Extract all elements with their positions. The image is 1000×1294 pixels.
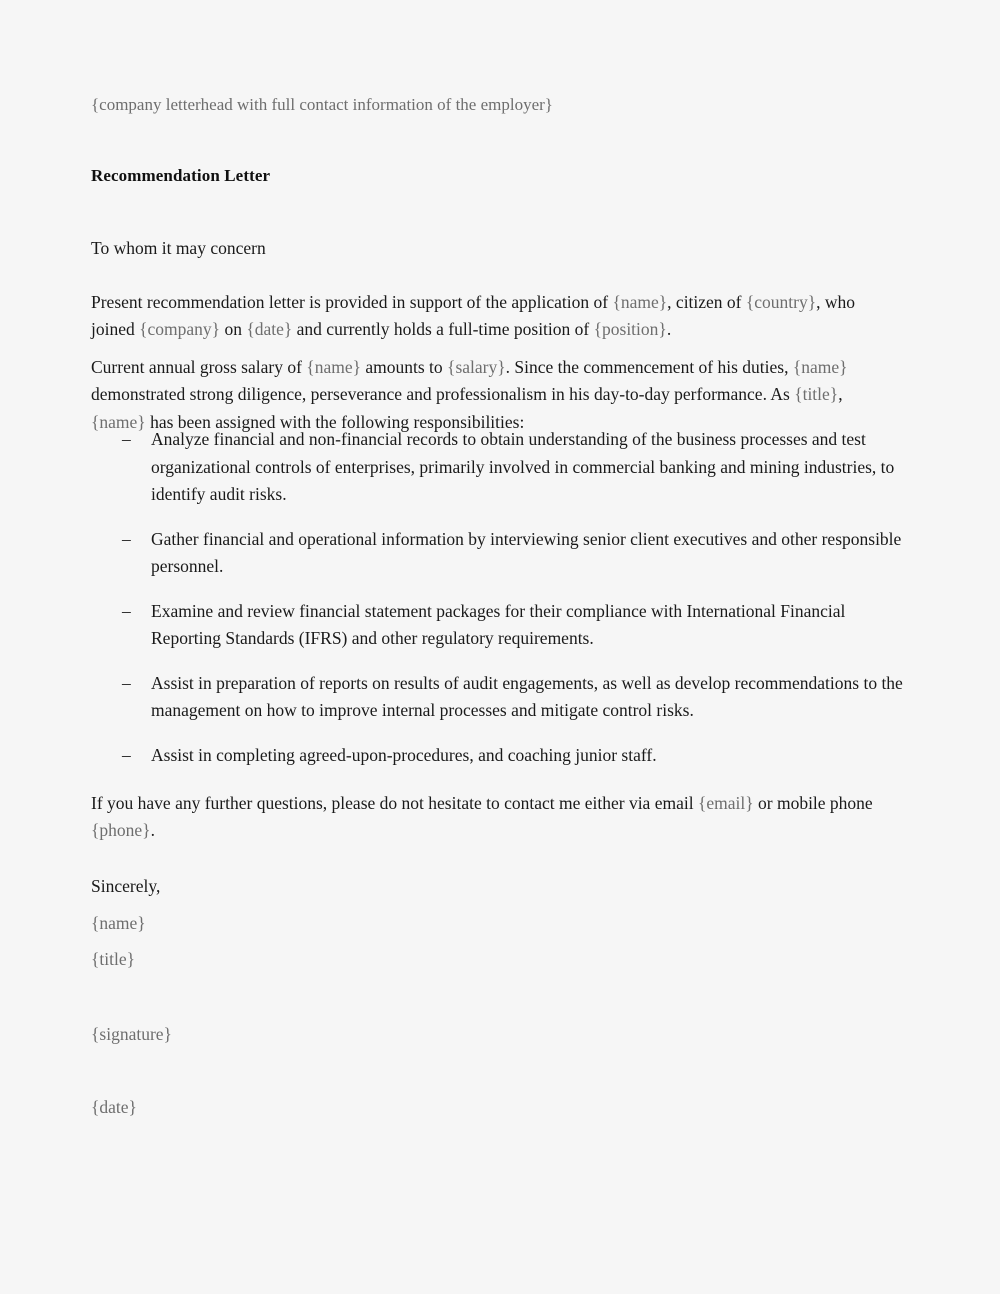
list-dash-marker: – [122,672,131,693]
list-item [91,742,906,770]
signature-date-placeholder: {date} [91,1097,137,1117]
text-run: or mobile phone [753,792,873,813]
signature-placeholder: {signature} [91,1024,172,1044]
closing-salutation: Sincerely, [91,876,161,896]
text-run: Current annual gross salary of [91,356,307,377]
text-run: . Since the commencement of his duties, [505,356,793,377]
text-run: Present recommendation letter is provided in support of the application of [91,291,613,312]
text-run: has been assigned with the following responsibilities: [145,411,525,432]
text-run: If you have any further questions, please do not hesitate to contact me either via email [91,792,698,813]
placeholder-token: {phone} [91,820,151,840]
placeholder-token: {name} [91,411,146,432]
list-dash-marker: – [122,429,131,449]
list-item-text: Examine and review financial statement packages for their compliance with International Financial Reporting Standards (IFRS) and other regulatory requirements. [151,600,846,648]
text-run: , citizen of [667,291,746,312]
placeholder-token: {title} [794,384,839,404]
signature-block [91,873,591,1117]
placeholder-token: {salary} [447,356,506,377]
list-dash-marker: – [122,528,131,549]
salutation: To whom it may concern [91,238,266,258]
signer-name-placeholder: {name} [91,913,146,933]
text-run: . [666,319,672,339]
list-item [91,426,906,509]
placeholder-token: {position} [593,319,667,339]
list-item-text: Gather financial and operational information by interviewing senior client executives and other responsible personnel. [151,528,902,576]
placeholder-token: {date} [246,319,293,339]
list-dash-marker: – [122,600,131,621]
text-run: on [220,319,247,339]
list-item-text: Assist in preparation of reports on results of audit engagements, as well as develop recommendations to the management on how to improve internal processes and mitigate control risks. [151,672,903,720]
text-run: demonstrated strong diligence, perseverance and professionalism in his day-to-day performance. As [91,384,795,404]
page-title: Recommendation Letter [91,166,271,185]
company-letterhead-placeholder: {company letterhead with full contact information of the employer} [91,95,553,114]
paragraph-introduction [91,289,891,344]
responsibilities-list [91,426,906,769]
list-dash-marker: – [122,744,131,765]
placeholder-token: {name} [792,356,848,377]
paragraph-salary-and-conduct [91,354,891,437]
list-item-text: Assist in completing agreed-upon-procedures, and coaching junior staff. [151,744,657,765]
text-run: and currently holds a full-time position of [292,319,594,339]
placeholder-token: {email} [697,792,754,813]
list-item [91,670,906,725]
placeholder-token: {name} [306,356,361,377]
text-run: , [838,384,843,404]
text-run: , who joined [91,291,856,339]
placeholder-token: {country} [745,291,817,312]
text-run: . [150,820,155,840]
placeholder-token: {name} [612,291,668,312]
list-item-text: Analyze financial and non-financial records to obtain understanding of the business processes and test organizational controls of enterprises, primarily involved in commercial banking and mining industries, to identify audit risks. [151,429,895,504]
list-item [91,526,906,581]
list-item [91,598,906,653]
paragraph-contact [91,790,881,845]
signer-title-placeholder: {title} [91,949,136,969]
placeholder-token: {company} [139,319,221,339]
text-run: amounts to [361,356,448,377]
